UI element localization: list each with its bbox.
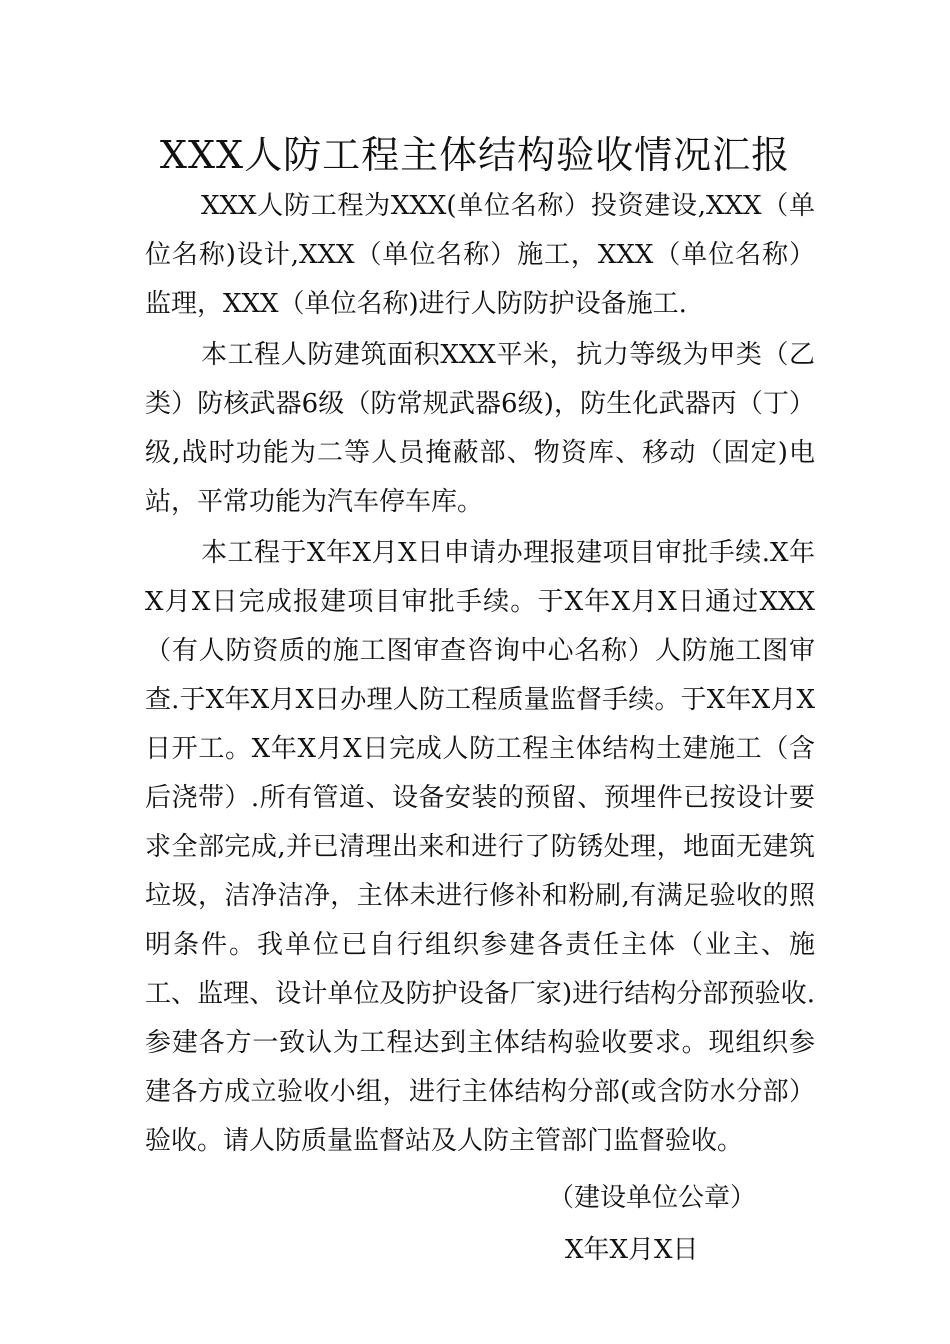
paragraph-project-overview: XXX人防工程为XXX(单位名称）投资建设,XXX（单位名称)设计,XXX（单位名称）施工，XXX（单位名称）监理，XXX（单位名称)进行人防防护设备施工.	[145, 191, 815, 319]
signature-date: X年X月X日	[565, 1235, 699, 1265]
document-title: XXX人防工程主体结构验收情况汇报	[159, 133, 791, 177]
paragraph-protection-level: 本工程人防建筑面积XXX平米，抗力等级为甲类（乙类）防核武器6级（防常规武器6级)，防生化武器丙（丁）级,战时功能为二等人员掩蔽部、物资库、移动（固定)电站，平常功能为汽车停车库。	[145, 340, 815, 517]
seal-label: （建设单位公章）	[548, 1183, 757, 1213]
paragraph-construction-progress: 本工程于X年X月X日申请办理报建项目审批手续.X年X月X日完成报建项目审批手续。于X年X月X日通过XXX（有人防资质的施工图审查咨询中心名称）人防施工图审查.于X年X月X日办理人防工程质量监督手续。于X年X月X日开工。X年X月X日完成人防工程主体结构土建施工（含后浇带）.所有管道、设备安装的预留、预埋件已按设计要求全部完成,并已清理出来和进行了防锈处理，地面无建筑垃圾，洁净洁净，主体未进行修补和粉刷,有满足验收的照明条件。我单位已自行组织参建各责任主体（业主、施工、监理、设计单位及防护设备厂家)进行结构分部预验收.参建各方一致认为工程达到主体结构验收要求。现组织参建各方成立验收小组，进行主体结构分部(或含防水分部）验收。请人防质量监督站及人防主管部门监督验收。	[145, 538, 815, 1156]
